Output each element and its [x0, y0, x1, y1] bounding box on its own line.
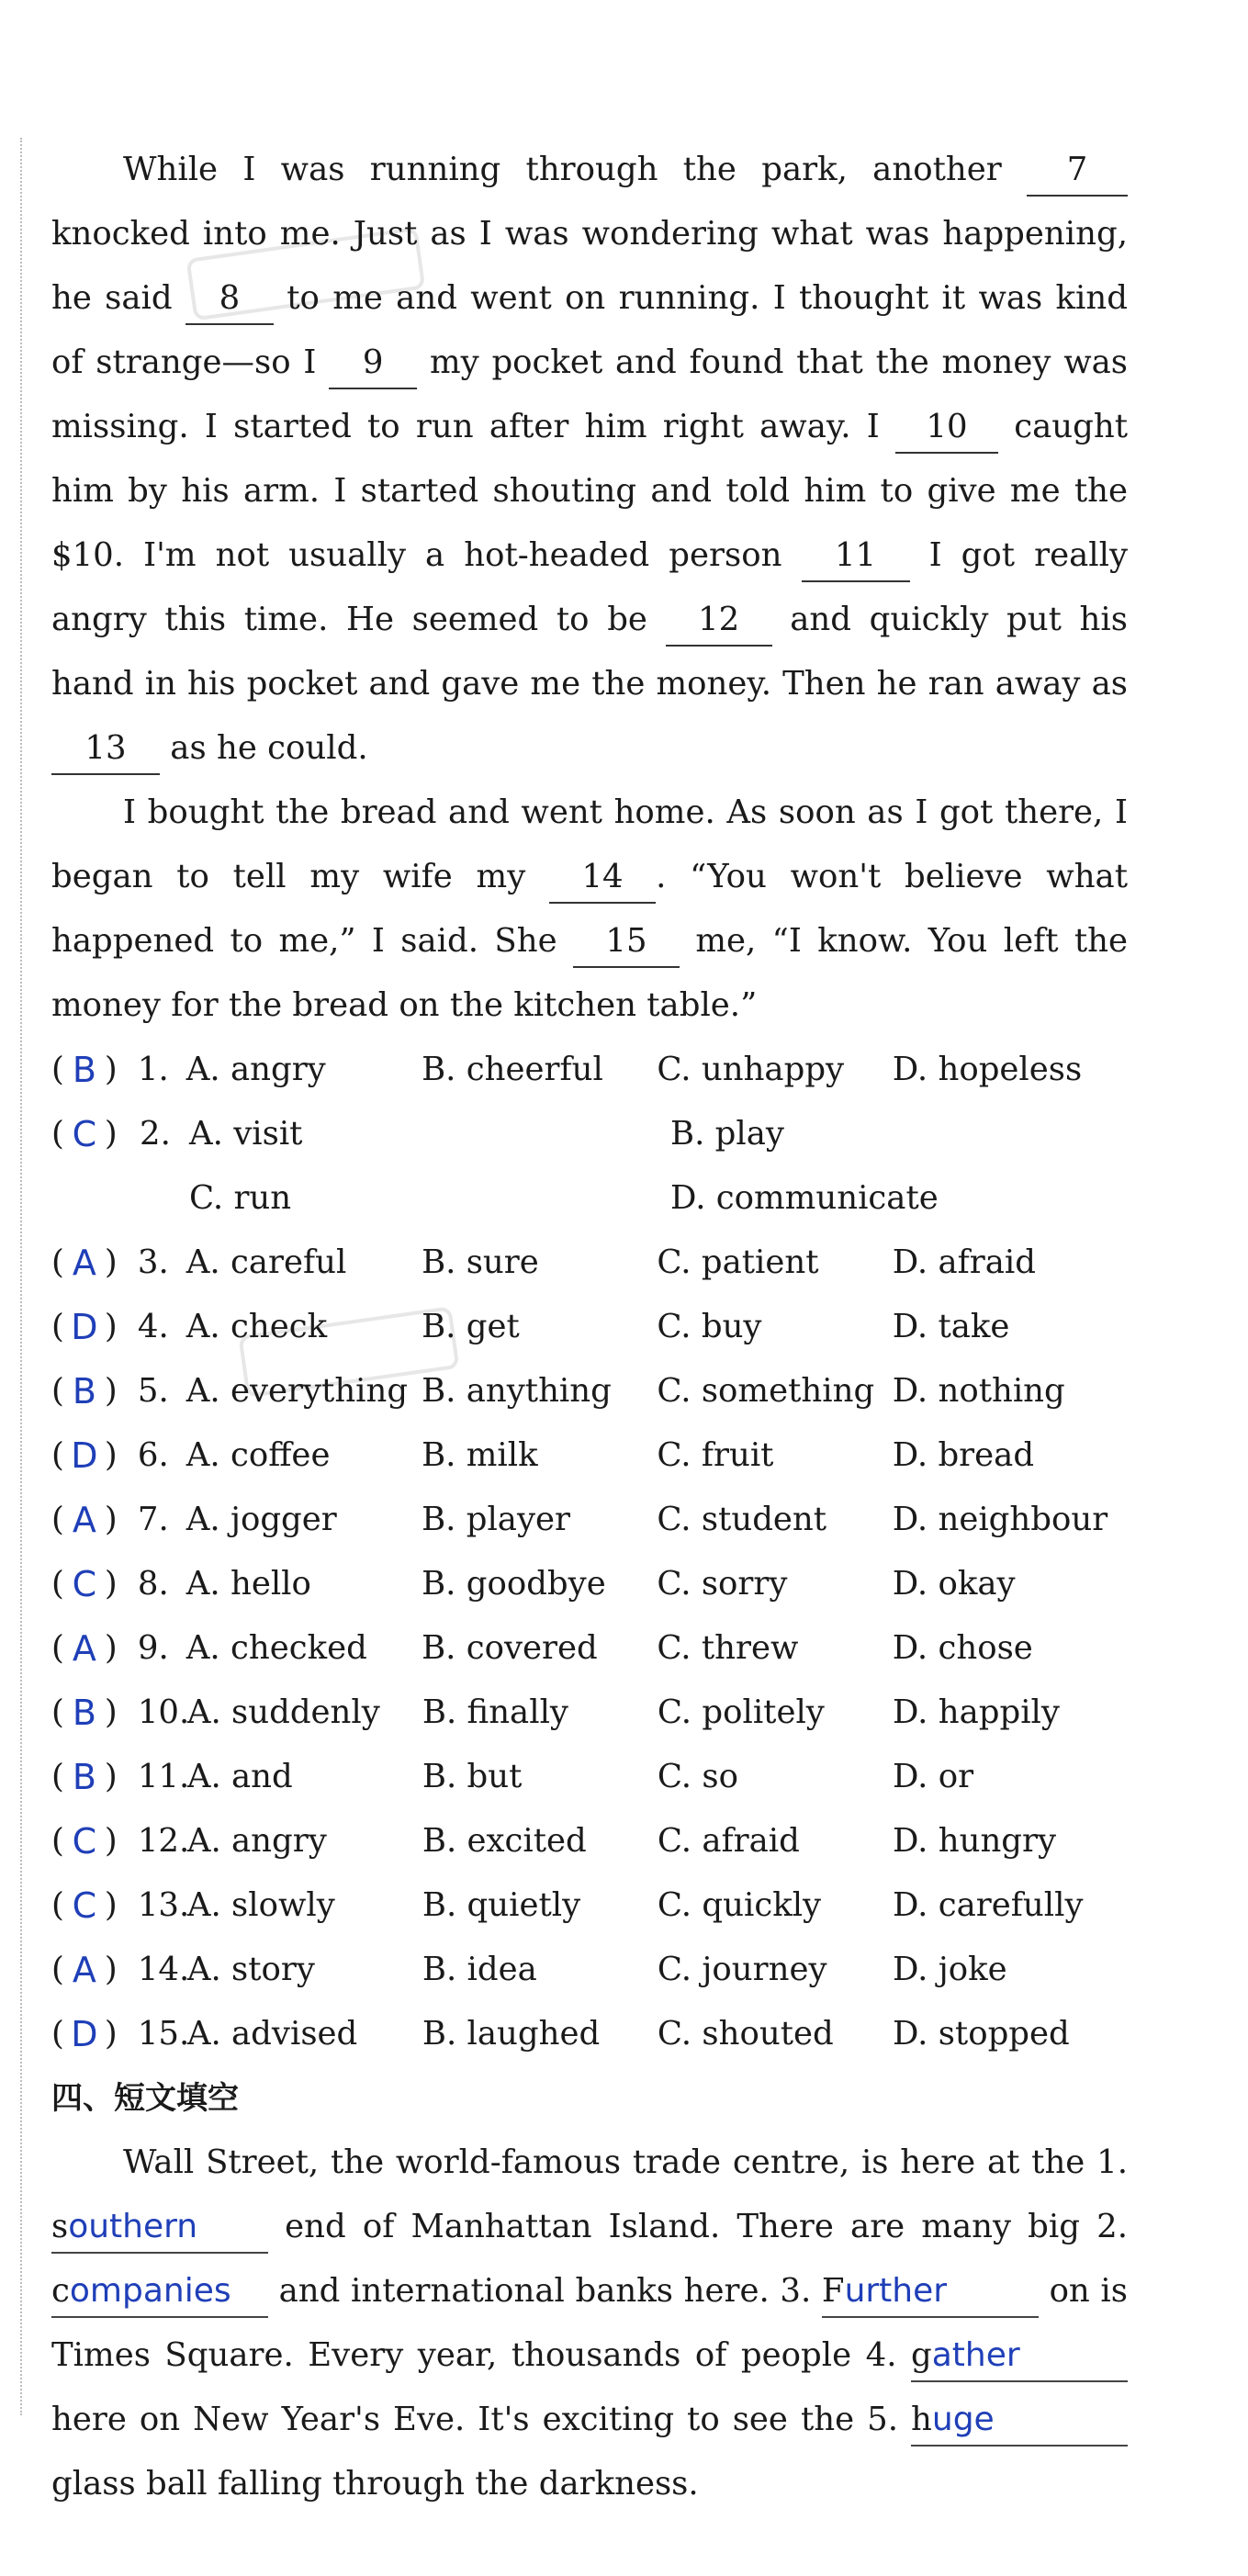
question-row-10	[51, 1681, 1128, 1745]
item-number: 1.	[1096, 2143, 1128, 2181]
option-b[interactable]: B. sure	[422, 1243, 539, 1281]
passage-text: I bought the bread and went home. As soon as I got there, I began to tell my wife my	[51, 793, 1128, 895]
passage-text: knocked into me. Just as I was wondering what was happening, he said	[51, 215, 1128, 317]
passage-text: Wall Street, the world-famous trade centre, is here at the	[123, 2143, 1085, 2181]
option-d[interactable]: D. chose	[892, 1629, 1033, 1667]
option-a[interactable]: A. hello	[186, 1565, 311, 1603]
option-c[interactable]: C. sorry	[657, 1565, 788, 1603]
question-row-9	[51, 1616, 1128, 1681]
option-b[interactable]: B. anything	[422, 1372, 612, 1410]
blank-13[interactable]: 13	[51, 724, 160, 775]
question-number: 7.	[137, 1501, 169, 1538]
option-b[interactable]: B. play	[670, 1115, 784, 1153]
fill-blank-5[interactable]	[911, 2395, 1128, 2447]
question-row-8	[51, 1552, 1128, 1616]
option-d[interactable]: D. stopped	[892, 2015, 1070, 2053]
option-b[interactable]: B. milk	[422, 1436, 538, 1474]
option-d[interactable]: D. carefully	[892, 1886, 1084, 1924]
question-row-7	[51, 1488, 1128, 1552]
blank-8[interactable]: 8	[186, 274, 274, 325]
option-b[interactable]: B. get	[422, 1308, 520, 1345]
option-b[interactable]: B. laughed	[422, 2015, 601, 2053]
answer-paren: ( B )	[51, 1681, 138, 1745]
fill-blank-2[interactable]	[51, 2267, 268, 2318]
option-c[interactable]: C. run	[189, 1179, 292, 1217]
option-b[interactable]: B. cheerful	[422, 1051, 603, 1088]
option-b[interactable]: B. goodbye	[422, 1565, 606, 1603]
question-number: 15.	[137, 2015, 190, 2053]
question-number: 6.	[137, 1436, 169, 1474]
answer-paren: ( A )	[51, 1938, 138, 2002]
given-letter: c	[51, 2272, 70, 2310]
option-d[interactable]: D. hungry	[892, 1822, 1057, 1860]
passage-text: my pocket and found that the money was missing. I started to run after him right away. I	[51, 343, 1128, 445]
option-c[interactable]: C. politely	[657, 1693, 825, 1731]
question-number: 3.	[137, 1243, 169, 1281]
question-row-13	[51, 1873, 1128, 1938]
given-letter: F	[821, 2272, 845, 2310]
item-number: 5.	[867, 2401, 898, 2438]
answer-paren: ( D )	[51, 1423, 138, 1488]
item-number: 2.	[1096, 2208, 1128, 2245]
question-number: 8.	[137, 1565, 169, 1603]
option-a[interactable]: A. advised	[186, 2015, 358, 2053]
handwritten-answer[interactable]: D	[71, 1435, 98, 1476]
passage-paragraph-2	[51, 781, 1128, 1038]
handwritten-answer[interactable]: B	[72, 1693, 96, 1733]
option-c[interactable]: C. buy	[657, 1308, 762, 1345]
option-a[interactable]: A. everything	[186, 1372, 409, 1410]
passage-text: end of Manhattan Island. There are many big	[285, 2208, 1080, 2245]
answer-paren: ( A )	[51, 1488, 138, 1552]
blank-12[interactable]: 12	[666, 595, 772, 647]
option-c[interactable]: C. threw	[657, 1629, 799, 1667]
option-b[interactable]: B. but	[422, 1758, 523, 1795]
answer-paren: ( B )	[51, 1745, 138, 1809]
option-b[interactable]: B. finally	[422, 1693, 568, 1731]
page-edge-line	[20, 138, 22, 2415]
question-number: 1.	[137, 1051, 169, 1088]
answer-paren: ( A )	[51, 1616, 138, 1681]
option-b[interactable]: B. idea	[422, 1951, 537, 1988]
answer-paren: ( D )	[51, 1295, 138, 1359]
handwritten-answer[interactable]: D	[71, 2014, 98, 2054]
question-number: 2.	[140, 1115, 171, 1153]
option-c[interactable]: C. journey	[657, 1951, 827, 1988]
option-c[interactable]: C. afraid	[657, 1822, 800, 1860]
answer-paren: ( C )	[51, 1552, 138, 1616]
passage-text: . “You won't believe what happened to me,” I said. She	[51, 858, 1128, 960]
handwritten-answer[interactable]: C	[72, 1885, 97, 1926]
passage-text: here on New Year's Eve. It's exciting to see the	[51, 2401, 855, 2438]
option-a[interactable]: A. visit	[189, 1115, 303, 1153]
option-c[interactable]: C. shouted	[657, 2015, 834, 2053]
answer-paren: ( C )	[51, 1873, 138, 1938]
question-number: 14.	[137, 1951, 190, 1988]
fill-in-passage	[51, 2131, 1128, 2516]
question-row-15	[51, 2002, 1128, 2066]
option-d[interactable]: D. or	[892, 1758, 974, 1795]
blank-15[interactable]: 15	[573, 917, 680, 968]
handwritten-answer: outhern	[68, 2208, 198, 2245]
blank-7[interactable]: 7	[1027, 145, 1128, 197]
question-number: 10.	[137, 1693, 190, 1731]
option-d[interactable]: D. afraid	[892, 1243, 1036, 1281]
option-d[interactable]: D. neighbour	[892, 1501, 1108, 1538]
blank-9[interactable]: 9	[329, 338, 417, 389]
option-c[interactable]: C. unhappy	[657, 1051, 845, 1088]
passage-paragraph-1	[51, 138, 1128, 781]
option-a[interactable]: A. story	[186, 1951, 315, 1988]
fill-blank-4[interactable]	[911, 2331, 1128, 2382]
handwritten-answer: uge	[931, 2401, 995, 2438]
question-row-6	[51, 1423, 1128, 1488]
given-letter: h	[911, 2401, 932, 2438]
answer-paren: ( C )	[51, 1809, 138, 1873]
option-a[interactable]: A. check	[186, 1308, 328, 1345]
option-d[interactable]: D. hopeless	[892, 1051, 1083, 1088]
passage-text: While I was running through the park, another	[123, 151, 1002, 188]
option-c[interactable]: C. patient	[657, 1243, 819, 1281]
answer-paren: ( C )	[51, 1102, 140, 1166]
question-row-12	[51, 1809, 1128, 1873]
option-c[interactable]: C. so	[657, 1758, 738, 1795]
handwritten-answer[interactable]: A	[72, 1500, 96, 1540]
question-row-11	[51, 1745, 1128, 1809]
item-number: 4.	[865, 2336, 897, 2374]
handwritten-answer[interactable]: A	[72, 1950, 96, 1990]
option-d[interactable]: D. communicate	[670, 1179, 939, 1217]
option-d[interactable]: D. okay	[892, 1565, 1016, 1603]
option-a[interactable]: A. suddenly	[186, 1693, 380, 1731]
question-number: 11.	[137, 1758, 190, 1795]
handwritten-answer[interactable]: A	[72, 1243, 96, 1283]
handwritten-answer: ompanies	[69, 2272, 231, 2310]
passage-text: I got really angry this time. He seemed to be	[51, 536, 1128, 638]
item-number: 3.	[780, 2272, 812, 2310]
answer-paren: ( B )	[51, 1359, 138, 1423]
option-b[interactable]: B. excited	[422, 1822, 587, 1860]
option-a[interactable]: A. checked	[186, 1629, 367, 1667]
worksheet	[51, 138, 1128, 2516]
handwritten-answer[interactable]: C	[72, 1114, 97, 1154]
option-c[interactable]: C. fruit	[657, 1436, 774, 1474]
option-c[interactable]: C. student	[657, 1501, 827, 1538]
blank-10[interactable]: 10	[895, 402, 998, 454]
passage-text: as he could.	[170, 729, 368, 767]
question-number: 5.	[137, 1372, 169, 1410]
passage-text: and quickly put his hand in his pocket and gave me the money. Then he ran away as	[51, 601, 1128, 703]
option-b[interactable]: B. quietly	[422, 1886, 581, 1924]
section-title: 四、短文填空	[51, 2080, 239, 2117]
fill-blank-1[interactable]	[51, 2202, 268, 2254]
option-a[interactable]: A. angry	[186, 1822, 327, 1860]
question-number: 4.	[137, 1308, 169, 1345]
handwritten-answer[interactable]: A	[72, 1628, 96, 1669]
question-number: 12.	[137, 1822, 190, 1860]
option-d[interactable]: D. bread	[892, 1436, 1035, 1474]
handwritten-answer[interactable]: B	[72, 1050, 96, 1090]
passage-text: me, “I know. You left the money for the bread on the kitchen table.”	[51, 922, 1128, 1024]
options-list	[51, 1038, 1128, 2066]
passage-text: on is Times Square. Every year, thousands of people	[51, 2272, 1128, 2374]
question-row-3	[51, 1231, 1128, 1295]
option-a[interactable]: A. slowly	[186, 1886, 335, 1924]
question-row-5	[51, 1359, 1128, 1423]
handwritten-answer[interactable]: B	[72, 1371, 96, 1412]
passage-text: caught him by his arm. I started shouting and told him to give me the $10. I'm not usually a hot-headed person	[51, 408, 1129, 574]
option-d[interactable]: D. nothing	[892, 1372, 1065, 1410]
option-b[interactable]: B. player	[422, 1501, 570, 1538]
option-c[interactable]: C. quickly	[657, 1886, 822, 1924]
option-d[interactable]: D. happily	[892, 1693, 1060, 1731]
handwritten-answer: ather	[931, 2336, 1020, 2374]
question-row-2	[51, 1102, 1128, 1166]
question-row-4	[51, 1295, 1128, 1359]
handwritten-answer[interactable]: B	[72, 1757, 96, 1797]
option-a[interactable]: A. jogger	[186, 1501, 337, 1538]
handwritten-answer: urther	[844, 2272, 948, 2310]
fill-blank-3[interactable]	[822, 2267, 1039, 2318]
handwritten-answer[interactable]: C	[72, 1821, 97, 1862]
answer-paren: ( D )	[51, 2002, 138, 2066]
option-a[interactable]: A. angry	[186, 1051, 326, 1088]
given-letter: g	[910, 2336, 932, 2374]
passage-text: to me and went on running. I thought it was kind of strange—so I	[51, 279, 1128, 381]
option-a[interactable]: A. careful	[186, 1243, 347, 1281]
handwritten-answer[interactable]: C	[72, 1564, 97, 1604]
option-d[interactable]: D. take	[892, 1308, 1010, 1345]
passage-text: glass ball falling through the darkness.	[51, 2465, 699, 2503]
given-letter: s	[51, 2208, 69, 2245]
option-a[interactable]: A. coffee	[186, 1436, 331, 1474]
blank-14[interactable]: 14	[549, 852, 656, 904]
option-d[interactable]: D. joke	[892, 1951, 1007, 1988]
answer-paren: ( A )	[51, 1231, 138, 1295]
question-number: 9.	[137, 1629, 169, 1667]
question-number: 13.	[137, 1886, 190, 1924]
option-c[interactable]: C. something	[657, 1372, 875, 1410]
answer-paren: ( B )	[51, 1038, 138, 1102]
handwritten-answer[interactable]: D	[71, 1307, 98, 1347]
blank-11[interactable]: 11	[802, 531, 910, 582]
question-row-14	[51, 1938, 1128, 2002]
question-row-1	[51, 1038, 1128, 1102]
question-row-2-continued	[51, 1166, 1128, 1231]
passage-text: and international banks here.	[278, 2272, 770, 2310]
option-a[interactable]: A. and	[186, 1758, 293, 1795]
option-b[interactable]: B. covered	[422, 1629, 598, 1667]
